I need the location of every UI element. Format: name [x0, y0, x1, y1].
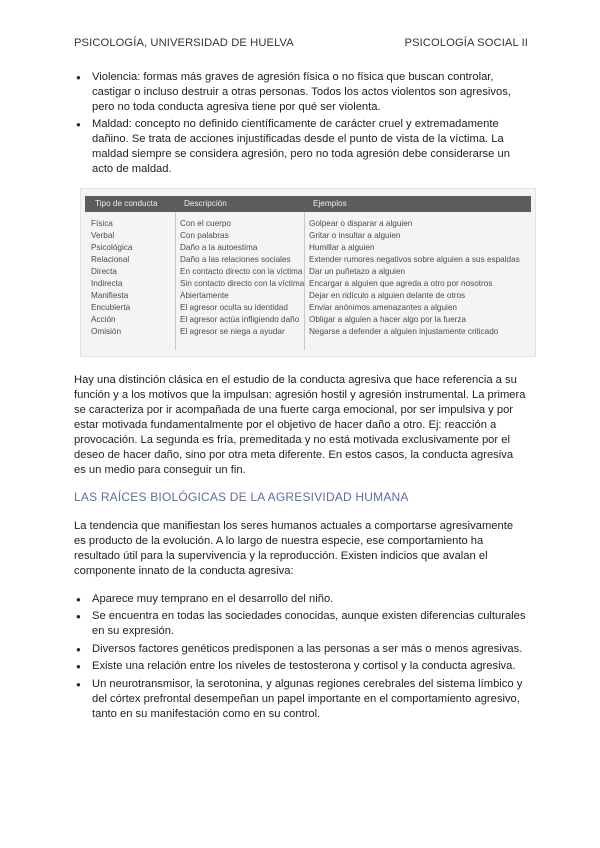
table-row: [85, 243, 531, 254]
table-cell: Enviar anónimos amenazantes a alguien: [309, 303, 457, 312]
list-item: ● Diversos factores genéticos predisponen a las personas a ser más o menos agresivas.: [74, 642, 530, 657]
table-cell: Omisión: [91, 327, 122, 336]
list-item: ● Un neurotransmisor, la serotonina, y algunas regiones cerebrales del sistema límbico y del córtex prefrontal desempeñan un papel importante en el comportamiento agresivo, tanto en su manifestación como en su control.: [74, 677, 530, 722]
table-row: [85, 255, 531, 266]
table-row: [85, 315, 531, 326]
table-cell: Dar un puñetazo a alguien: [309, 267, 406, 276]
table-cell: Abiertamente: [180, 291, 229, 300]
table-row: [85, 327, 531, 338]
table-cell: Obligar a alguien a hacer algo por la fuerza: [309, 315, 467, 324]
table-cell: Psicológica: [91, 243, 133, 252]
definitions-list: [74, 70, 534, 179]
section-title: LAS RAÍCES BIOLÓGICAS DE LA AGRESIVIDAD HUMANA: [74, 490, 409, 504]
list-item: ● Aparece muy temprano en el desarrollo del niño.: [74, 592, 530, 607]
table-cell: Verbal: [91, 231, 115, 240]
table-cell: Golpear o disparar a alguien: [309, 219, 413, 228]
table-cell: Encubierta: [91, 303, 131, 312]
table-cell: Extender rumores negativos sobre alguien a sus espaldas: [309, 255, 520, 264]
aggression-types-table-image: [80, 188, 536, 357]
table-cell: Gritar o insultar a alguien: [309, 231, 401, 240]
table-cell: El agresor oculta su identidad: [180, 303, 288, 312]
table-cell: Negarse a defender a alguien injustamente criticado: [309, 327, 499, 336]
header-institution: PSICOLOGÍA, UNIVERSIDAD DE HUELVA: [74, 37, 294, 49]
table-cell: Directa: [91, 267, 117, 276]
table-cell: Acción: [91, 315, 116, 324]
table-row: [85, 219, 531, 230]
table-header-description: Descripción: [184, 199, 227, 208]
table-row: [85, 291, 531, 302]
table-cell: Daño a las relaciones sociales: [180, 255, 291, 264]
table-row: [85, 279, 531, 290]
biological-evidence-list: [74, 592, 530, 724]
paragraph-hostile-instrumental: Hay una distinción clásica en el estudio de la conducta agresiva que hace referencia a su función y a los motivos que la impulsan: agresión hostil y agresión instrumental. La primera se caracteriza por ir acompañada de una fuerte carga emocional, por ser impulsiva y por estar motivada fundamentalmente por el objetivo de hacer daño a otro. Ej: reacción a provocación. La segunda es fría, premeditada y no está motivada exclusivamente por el deseo de hacer daño, sino por otra meta diferente. En estos casos, la conducta agresiva es un medio para conseguir un fin.: [74, 374, 526, 476]
header-course: PSICOLOGÍA SOCIAL II: [404, 37, 528, 49]
table-row: [85, 231, 531, 242]
table-cell: El agresor actúa infligiendo daño: [180, 315, 300, 324]
table-cell: El agresor se niega a ayudar: [180, 327, 285, 336]
table-cell: Encargar a alguien que agreda a otro por nosotros: [309, 279, 493, 288]
list-item: ● Existe una relación entre los niveles de testosterona y cortisol y la conducta agresiva.: [74, 659, 530, 674]
table-cell: Daño a la autoestima: [180, 243, 258, 252]
table-row: [85, 303, 531, 314]
table-cell: Con palabras: [180, 231, 229, 240]
paragraph-evolution: La tendencia que manifiestan los seres humanos actuales a comportarse agresivamente es producto de la evolución. A lo largo de nuestra especie, ese comportamiento ha resultado útil para la supervivencia y la reproducción. Existen indicios que avalan el componente innato de la conducta agresiva:: [74, 520, 514, 577]
table-header-type: Tipo de conducta: [95, 199, 158, 208]
table-cell: Sin contacto directo con la víctima: [180, 279, 305, 288]
list-item: ● Se encuentra en todas las sociedades conocidas, aunque existen diferencias culturales en su expresión.: [74, 609, 530, 639]
table-row: [85, 267, 531, 278]
table-cell: Manifiesta: [91, 291, 129, 300]
table-cell: Indirecta: [91, 279, 123, 288]
table-cell: Con el cuerpo: [180, 219, 231, 228]
table-cell: Relacional: [91, 255, 130, 264]
table-cell: En contacto directo con la víctima: [180, 267, 303, 276]
table-cell: Humillar a alguien: [309, 243, 375, 252]
table-header-examples: Ejemplos: [313, 199, 347, 208]
definition-violencia: ● Violencia: formas más graves de agresión física o no física que buscan controlar, castigar o incluso destruir a otras personas. Todos los actos violentos son agresivos, pero no toda conducta agresiva tiene por qué ser violenta.: [74, 70, 534, 115]
definition-maldad: ● Maldad: concepto no definido científicamente de carácter cruel y extremadamente dañino. Se trata de acciones injustificadas desde el punto de vista de la víctima. La maldad siempre se considera agresión, pero no toda agresión debe considerarse un acto de maldad.: [74, 117, 534, 177]
table-header-row: [85, 196, 531, 212]
table-cell: Física: [91, 219, 113, 228]
table-cell: Dejar en ridículo a alguien delante de otros: [309, 291, 466, 300]
